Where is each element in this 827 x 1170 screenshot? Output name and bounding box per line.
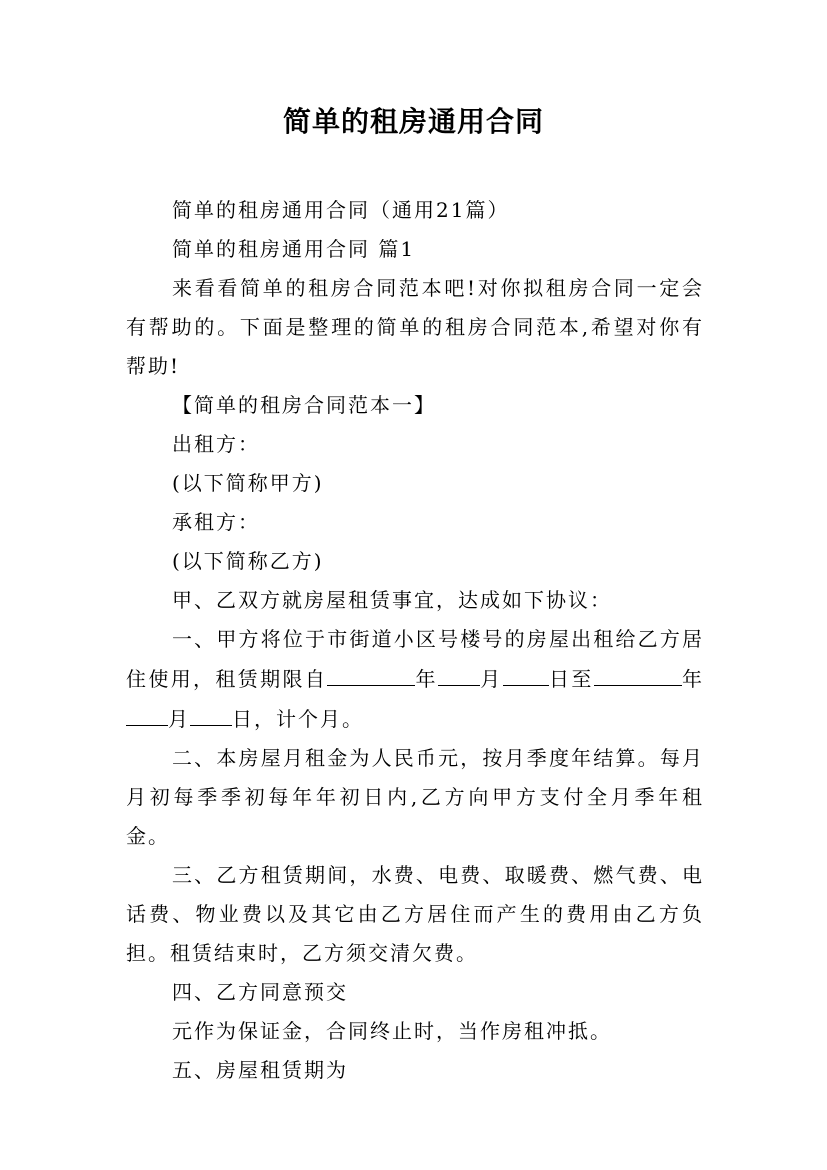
blank-end-day [190, 699, 232, 726]
clause-1-end: 日，计个月。 [232, 707, 364, 731]
unit-year-1: 年 [415, 667, 438, 691]
blank-start-day [503, 659, 549, 686]
blank-end-year [594, 659, 682, 686]
paragraph-sample-heading: 【简单的租房合同范本一】 [172, 393, 436, 417]
paragraph-intro: 来看看简单的租房合同范本吧!对你拟租房合同一定会有帮助的。下面是整理的简单的租房合同范本,希望对你有帮助! [126, 276, 704, 378]
clause-1-text: 一、甲方将位于市街道小区号楼号的房屋出租给乙方居住使用，租赁期限自 [126, 627, 704, 691]
paragraph-deposit: 元作为保证金，合同终止时，当作房租冲抵。 [172, 1019, 612, 1043]
blank-start-year [327, 659, 415, 686]
paragraph-lessee: 承租方： [172, 510, 260, 534]
paragraph-subtitle: 简单的租房通用合同（通用21篇） [172, 198, 510, 222]
document-body [126, 191, 704, 1090]
unit-month-1: 月 [479, 667, 503, 691]
paragraph-agreement-intro: 甲、乙双方就房屋租赁事宜，达成如下协议： [172, 588, 612, 612]
paragraph-lessor-abbrev: (以下简称甲方) [172, 471, 324, 495]
unit-month-2: 月 [168, 707, 190, 731]
paragraph-clause-1 [126, 620, 704, 739]
blank-end-month [126, 699, 168, 726]
paragraph-lessor: 出租方： [172, 432, 260, 456]
document-title: 简单的租房通用合同 [282, 105, 544, 138]
blank-start-month [438, 659, 480, 686]
paragraph-clause-3: 三、乙方租赁期间，水费、电费、取暖费、燃气费、电话费、物业费以及其它由乙方居住而产生的费用由乙方负担。租赁结束时，乙方须交清欠费。 [126, 863, 704, 965]
unit-day-1: 日至 [548, 667, 594, 691]
paragraph-lessee-abbrev: (以下简称乙方) [172, 549, 324, 573]
paragraph-clause-2: 二、本房屋月租金为人民币元，按月季度年结算。每月月初每季季初每年年初日内,乙方向甲方支付全月季年租金。 [126, 746, 704, 848]
paragraph-clause-4: 四、乙方同意预交 [172, 980, 348, 1004]
unit-year-2: 年 [681, 667, 705, 691]
paragraph-section-heading: 简单的租房通用合同 篇1 [172, 237, 416, 261]
paragraph-clause-5: 五、房屋租赁期为 [172, 1058, 348, 1082]
